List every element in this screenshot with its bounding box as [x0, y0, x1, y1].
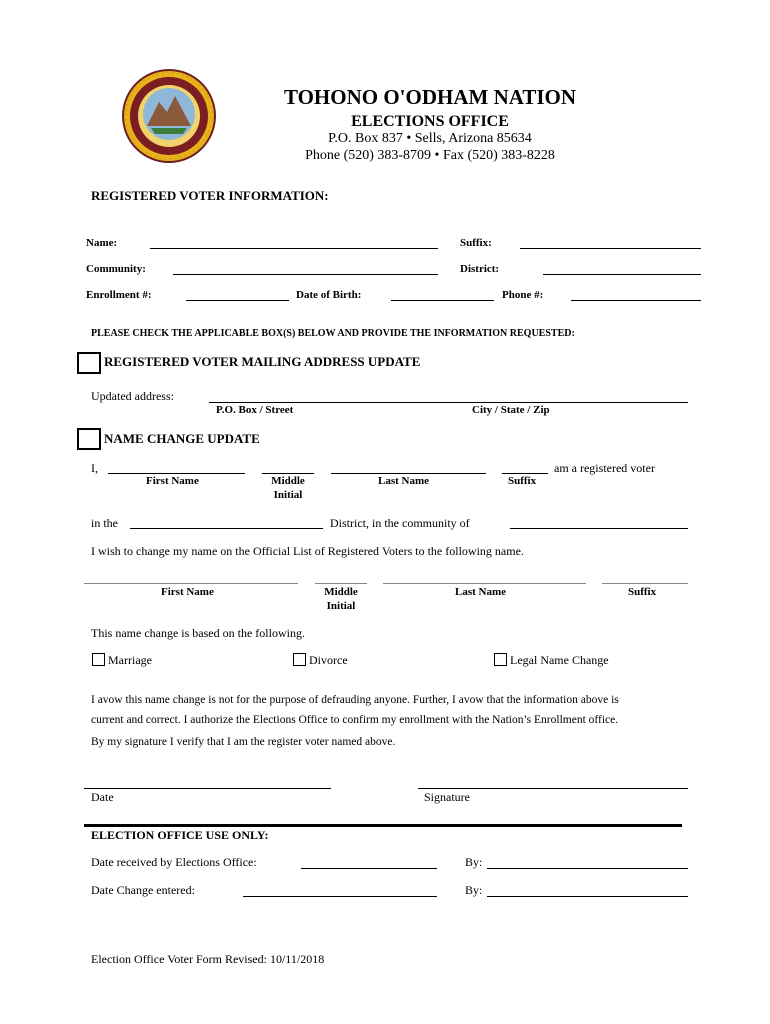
office-phone: Phone (520) 383-8709 • Fax (520) 383-8228 [305, 148, 555, 163]
community-input[interactable] [173, 274, 438, 275]
community-of-input[interactable] [510, 528, 688, 529]
current-suffix-input[interactable] [502, 473, 548, 474]
middle-caption: Middle [271, 475, 305, 487]
office-title: ELECTIONS OFFICE [351, 113, 509, 130]
date-caption: Date [91, 790, 114, 804]
dob-label: Date of Birth: [296, 289, 362, 301]
first-name-caption: First Name [146, 475, 199, 487]
dob-input[interactable] [391, 300, 494, 301]
date-signature-input[interactable] [84, 788, 331, 789]
current-last-name-input[interactable] [331, 473, 486, 474]
district-number-input[interactable] [130, 528, 323, 529]
section-title: REGISTERED VOTER INFORMATION: [91, 188, 329, 203]
district-community-label: District, in the community of [330, 516, 470, 530]
received-by-input[interactable] [487, 868, 688, 869]
new-middle-initial-input[interactable] [315, 583, 367, 584]
new-first-name-caption: First Name [161, 586, 214, 598]
marriage-label: Marriage [108, 653, 152, 667]
current-first-name-input[interactable] [108, 473, 245, 474]
legal-name-change-label: Legal Name Change [510, 653, 609, 667]
name-label: Name: [86, 237, 118, 249]
po-box-label: P.O. Box / Street [216, 404, 294, 416]
new-suffix-input[interactable] [602, 583, 688, 584]
org-title: TOHONO O'ODHAM NATION [283, 85, 577, 109]
district-label: District: [460, 263, 500, 275]
updated-address-label: Updated address: [91, 389, 174, 403]
instructions-text: PLEASE CHECK THE APPLICABLE BOX(S) BELOW AND PROVIDE THE INFORMATION REQUESTED: [91, 328, 575, 339]
received-by-label: By: [465, 855, 483, 869]
phone-input[interactable] [571, 300, 701, 301]
enrollment-input[interactable] [186, 300, 289, 301]
office-use-divider [84, 824, 682, 827]
district-input[interactable] [543, 274, 701, 275]
name-change-title: NAME CHANGE UPDATE [104, 431, 260, 446]
signature-caption: Signature [424, 790, 470, 804]
avow-line-1: I avow this name change is not for the purpose of defrauding anyone. Further, I avow that the information above is [91, 694, 619, 706]
seal-graphic [121, 68, 217, 164]
legal-name-change-checkbox[interactable] [494, 653, 507, 666]
name-input[interactable] [150, 248, 438, 249]
registered-voter-text: am a registered voter [554, 461, 655, 475]
community-label: Community: [86, 263, 146, 275]
name-change-checkbox[interactable] [77, 428, 101, 450]
signature-input[interactable] [418, 788, 688, 789]
new-first-name-input[interactable] [84, 583, 298, 584]
suffix-label: Suffix: [460, 237, 492, 249]
new-last-name-input[interactable] [383, 583, 586, 584]
city-state-zip-label: City / State / Zip [472, 404, 550, 416]
wish-text: I wish to change my name on the Official List of Registered Voters to the following name. [91, 544, 524, 558]
date-change-input[interactable] [243, 896, 437, 897]
based-on-text: This name change is based on the following. [91, 626, 305, 640]
suffix-input[interactable] [520, 248, 701, 249]
new-middle-caption: Middle [324, 586, 358, 598]
i-label: I, [91, 461, 98, 475]
date-received-input[interactable] [301, 868, 437, 869]
entered-by-input[interactable] [487, 896, 688, 897]
mailing-update-checkbox[interactable] [77, 352, 101, 374]
nation-seal [121, 68, 217, 164]
marriage-checkbox[interactable] [92, 653, 105, 666]
enrollment-label: Enrollment #: [86, 289, 152, 301]
updated-address-input[interactable] [209, 402, 688, 403]
last-name-caption: Last Name [378, 475, 430, 487]
date-change-label: Date Change entered: [91, 883, 195, 897]
current-middle-initial-input[interactable] [262, 473, 314, 474]
divorce-checkbox[interactable] [293, 653, 306, 666]
divorce-label: Divorce [309, 653, 348, 667]
in-the-label: in the [91, 516, 118, 530]
date-received-label: Date received by Elections Office: [91, 855, 257, 869]
avow-line-3: By my signature I verify that I am the register voter named above. [91, 736, 396, 748]
mailing-update-title: REGISTERED VOTER MAILING ADDRESS UPDATE [104, 354, 421, 369]
new-suffix-caption: Suffix [628, 586, 657, 598]
suffix-caption: Suffix [508, 475, 537, 487]
office-address: P.O. Box 837 • Sells, Arizona 85634 [328, 131, 532, 146]
initial-caption: Initial [273, 489, 303, 501]
new-initial-caption: Initial [326, 600, 356, 612]
office-use-title: ELECTION OFFICE USE ONLY: [91, 828, 269, 842]
new-last-name-caption: Last Name [455, 586, 507, 598]
avow-line-2: current and correct. I authorize the Elections Office to confirm my enrollment with the Nation’s Enrollment office. [91, 714, 619, 726]
footer-text: Election Office Voter Form Revised: 10/11/2018 [91, 952, 325, 966]
entered-by-label: By: [465, 883, 483, 897]
phone-label: Phone #: [502, 289, 544, 301]
